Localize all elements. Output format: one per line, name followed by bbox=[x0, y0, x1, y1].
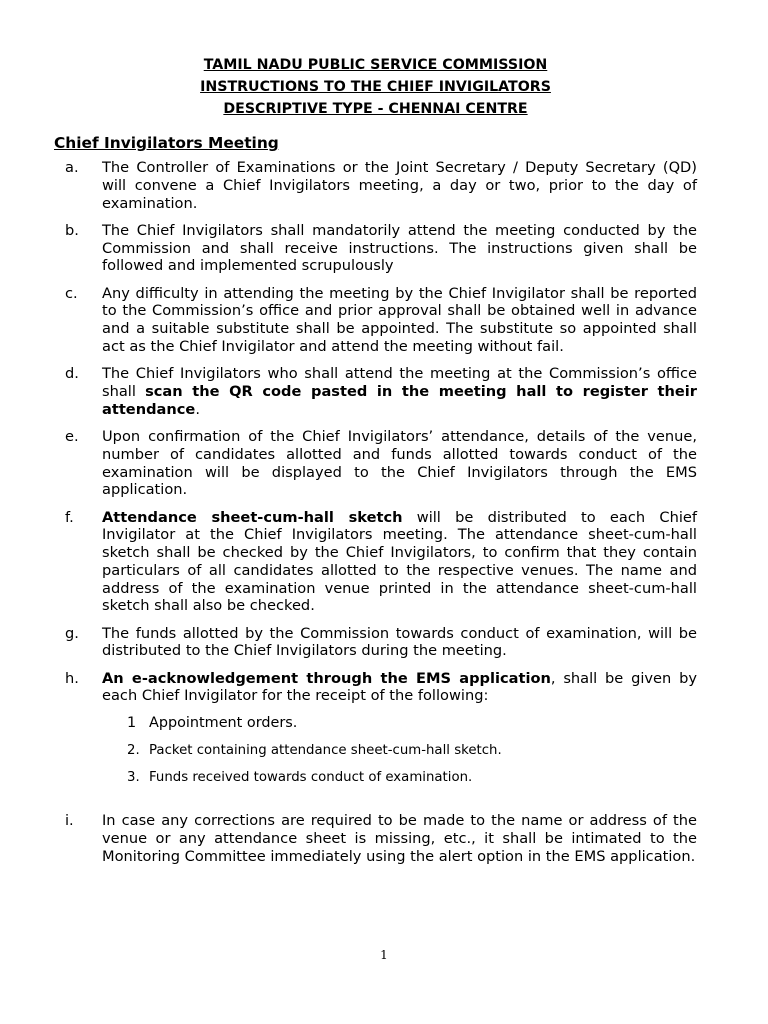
sublist-item bbox=[127, 715, 697, 732]
sublist-number: 3. bbox=[127, 770, 140, 786]
list-item-c bbox=[54, 285, 697, 356]
list-item-e bbox=[54, 428, 697, 499]
item-text-bold: scan the QR code pasted in the meeting hall to register their attendance bbox=[102, 382, 697, 418]
item-text: In case any corrections are required to be made to the name or address of the venue or any attendance sheet is missing, etc., it shall be intimated to the Monitoring Committee immediately using the alert option in the EMS application. bbox=[102, 812, 697, 865]
sublist-number: 2. bbox=[127, 743, 140, 759]
list-item-d bbox=[54, 365, 697, 418]
item-marker: f. bbox=[65, 508, 74, 526]
item-marker: g. bbox=[65, 624, 79, 642]
sublist-text: Packet containing attendance sheet-cum-hall sketch. bbox=[149, 743, 502, 759]
item-marker: b. bbox=[65, 221, 79, 239]
item-text bbox=[102, 670, 697, 706]
sublist-text: Funds received towards conduct of examination. bbox=[149, 770, 473, 786]
header-commission: TAMIL NADU PUBLIC SERVICE COMMISSION bbox=[203, 57, 548, 73]
item-text: Any difficulty in attending the meeting by the Chief Invigilator shall be reported to the Commission’s office and prior approval shall be obtained well in advance and a suitable substitute shall be appointed. The substitute so appointed shall act as the Chief Invigilator and attend the meeting without fail. bbox=[102, 284, 697, 355]
item-text bbox=[102, 509, 697, 616]
item-text-bold: Attendance sheet-cum-hall sketch bbox=[102, 508, 403, 526]
item-text bbox=[102, 365, 697, 418]
list-item-h bbox=[54, 670, 697, 706]
item-marker: d. bbox=[65, 365, 79, 383]
item-marker: i. bbox=[65, 812, 74, 830]
page-number: 1 bbox=[380, 948, 388, 962]
item-marker: e. bbox=[65, 427, 79, 445]
item-marker: a. bbox=[65, 159, 79, 176]
item-marker: c. bbox=[65, 284, 78, 302]
header-centre: DESCRIPTIVE TYPE - CHENNAI CENTRE bbox=[223, 101, 528, 117]
item-text: The Controller of Examinations or the Joint Secretary / Deputy Secretary (QD) will convene a Chief Invigilators meeting, a day or two, prior to the day of examination. bbox=[102, 159, 697, 212]
item-marker: h. bbox=[65, 669, 79, 687]
item-text: The Chief Invigilators shall mandatorily attend the meeting conducted by the Commission and shall receive instructions. The instructions given shall be followed and implemented scrupulously bbox=[102, 221, 697, 275]
sublist-item bbox=[127, 742, 697, 759]
item-text-pre: The Chief Invigilators who shall attend the meeting at the Commission’s office shall bbox=[102, 365, 697, 400]
header-instructions: INSTRUCTIONS TO THE CHIEF INVIGILATORS bbox=[200, 79, 551, 95]
item-text-post: will be distributed to each Chief Invigilator at the Chief Invigilators meeting. The attendance sheet-cum-hall sketch shall be checked by the Chief Invigilators, to confirm that they contain particulars of all candidates allotted to the respective venues. The name and address of the examination venue printed in the attendance sheet-cum-hall sketch shall also be checked. bbox=[102, 508, 697, 615]
sublist-text: Appointment orders. bbox=[149, 715, 298, 732]
list-item-b bbox=[54, 222, 697, 275]
document-page bbox=[54, 54, 697, 875]
instruction-list bbox=[54, 159, 697, 866]
item-text-post: . bbox=[195, 400, 200, 418]
list-item-g bbox=[54, 625, 697, 661]
sublist-number: 1 bbox=[127, 715, 137, 732]
list-item-i bbox=[54, 812, 697, 865]
item-text-post: , shall be given by each Chief Invigilator for the receipt of the following: bbox=[102, 669, 697, 705]
sublist-item bbox=[127, 769, 697, 786]
list-item-f bbox=[54, 509, 697, 616]
receipt-sublist bbox=[127, 715, 697, 786]
item-text: The funds allotted by the Commission towards conduct of examination, will be distributed to the Chief Invigilators during the meeting. bbox=[102, 624, 697, 660]
item-text: Upon confirmation of the Chief Invigilators’ attendance, details of the venue, number of candidates allotted and funds allotted towards conduct of the examination will be displayed to the Chief Invigilators through the EMS application. bbox=[102, 427, 697, 499]
section-title: Chief Invigilators Meeting bbox=[54, 134, 279, 152]
list-item-a bbox=[54, 159, 697, 212]
item-text-bold: An e-acknowledgement through the EMS application bbox=[102, 669, 551, 687]
